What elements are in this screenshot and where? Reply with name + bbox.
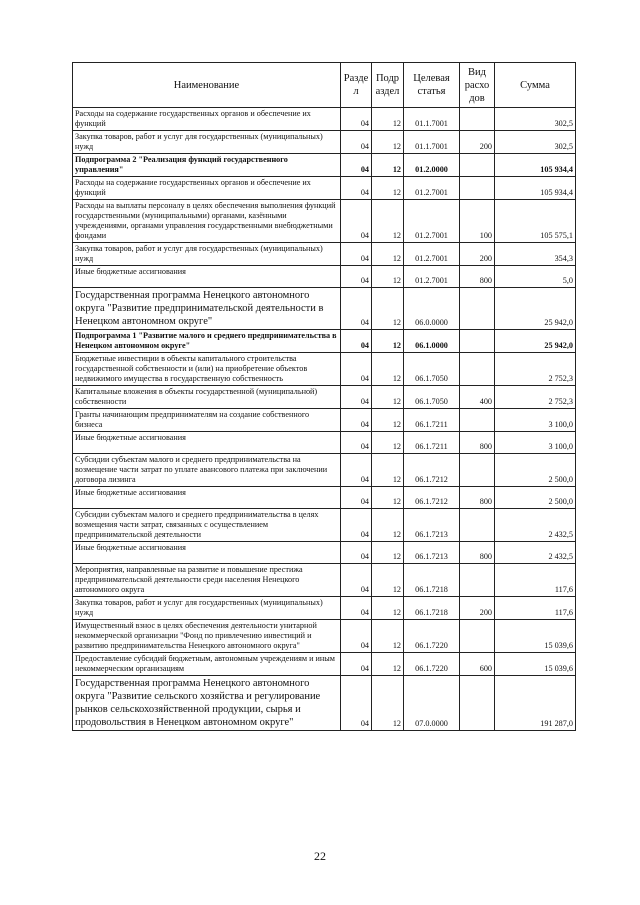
cell-vid: 100 — [460, 200, 495, 243]
cell-name: Закупка товаров, работ и услуг для государственных (муниципальных) нужд — [73, 131, 341, 154]
cell-name: Подпрограмма 2 "Реализация функций государственного управления" — [73, 154, 341, 177]
header-vid: Вид расхо дов — [460, 63, 495, 108]
budget-table — [72, 62, 576, 731]
cell-razdel: 04 — [341, 266, 372, 288]
cell-razdel: 04 — [341, 676, 372, 731]
header-razdel: Разде л — [341, 63, 372, 108]
cell-summa: 2 500,0 — [495, 487, 576, 509]
cell-summa: 3 100,0 — [495, 409, 576, 432]
cell-summa: 354,3 — [495, 243, 576, 266]
cell-razdel: 04 — [341, 386, 372, 409]
cell-podrazdel: 12 — [372, 620, 404, 653]
table-row — [73, 454, 576, 487]
cell-podrazdel: 12 — [372, 266, 404, 288]
cell-name: Закупка товаров, работ и услуг для государственных (муниципальных) нужд — [73, 597, 341, 620]
cell-vid — [460, 620, 495, 653]
table-row — [73, 432, 576, 454]
table-row — [73, 108, 576, 131]
cell-vid — [460, 108, 495, 131]
cell-name: Иные бюджетные ассигнования — [73, 266, 341, 288]
cell-razdel: 04 — [341, 432, 372, 454]
cell-name: Предоставление субсидий бюджетным, автономным учреждениям и иным некоммерческим организациям — [73, 653, 341, 676]
cell-celevaya: 01.2.7001 — [404, 266, 460, 288]
cell-podrazdel: 12 — [372, 243, 404, 266]
table-row — [73, 131, 576, 154]
table-row — [73, 564, 576, 597]
cell-vid: 800 — [460, 432, 495, 454]
table-row — [73, 154, 576, 177]
cell-podrazdel: 12 — [372, 108, 404, 131]
cell-summa: 2 500,0 — [495, 454, 576, 487]
cell-razdel: 04 — [341, 542, 372, 564]
table-row — [73, 330, 576, 353]
cell-name: Расходы на выплаты персоналу в целях обеспечения выполнения функций государственными (муниципальными) органами, казёнными учреждениями, органами управления государственными внебюджетными фондами — [73, 200, 341, 243]
table-row — [73, 386, 576, 409]
cell-celevaya: 01.2.0000 — [404, 154, 460, 177]
cell-podrazdel: 12 — [372, 386, 404, 409]
cell-summa: 5,0 — [495, 266, 576, 288]
cell-celevaya: 06.1.7211 — [404, 409, 460, 432]
cell-name: Капитальные вложения в объекты государственной (муниципальной) собственности — [73, 386, 341, 409]
cell-summa: 302,5 — [495, 108, 576, 131]
cell-razdel: 04 — [341, 288, 372, 330]
cell-celevaya: 01.2.7001 — [404, 200, 460, 243]
cell-celevaya: 06.1.7050 — [404, 386, 460, 409]
cell-vid: 800 — [460, 266, 495, 288]
header-celevaya: Целевая статья — [404, 63, 460, 108]
cell-summa: 25 942,0 — [495, 288, 576, 330]
cell-podrazdel: 12 — [372, 288, 404, 330]
cell-podrazdel: 12 — [372, 487, 404, 509]
cell-vid: 200 — [460, 131, 495, 154]
cell-razdel: 04 — [341, 653, 372, 676]
cell-summa: 2 432,5 — [495, 509, 576, 542]
cell-podrazdel: 12 — [372, 676, 404, 731]
cell-summa: 191 287,0 — [495, 676, 576, 731]
cell-summa: 302,5 — [495, 131, 576, 154]
cell-celevaya: 06.1.7220 — [404, 620, 460, 653]
cell-celevaya: 06.1.7211 — [404, 432, 460, 454]
cell-podrazdel: 12 — [372, 200, 404, 243]
cell-razdel: 04 — [341, 454, 372, 487]
cell-razdel: 04 — [341, 353, 372, 386]
cell-vid: 200 — [460, 243, 495, 266]
cell-razdel: 04 — [341, 131, 372, 154]
cell-celevaya: 01.1.7001 — [404, 108, 460, 131]
cell-vid — [460, 676, 495, 731]
cell-name: Бюджетные инвестиции в объекты капитального строительства государственной собственности и (или) на приобретение объектов недвижимого имущества в государственную собственность — [73, 353, 341, 386]
cell-razdel: 04 — [341, 620, 372, 653]
cell-name: Подпрограмма 1 "Развитие малого и среднего предпринимательства в Ненецком автономном округе" — [73, 330, 341, 353]
cell-celevaya: 01.2.7001 — [404, 243, 460, 266]
cell-podrazdel: 12 — [372, 131, 404, 154]
page-number: 22 — [314, 849, 326, 863]
cell-celevaya: 06.0.0000 — [404, 288, 460, 330]
cell-summa: 2 752,3 — [495, 386, 576, 409]
cell-celevaya: 06.1.7213 — [404, 542, 460, 564]
cell-summa: 15 039,6 — [495, 620, 576, 653]
cell-razdel: 04 — [341, 243, 372, 266]
cell-summa: 3 100,0 — [495, 432, 576, 454]
cell-vid — [460, 177, 495, 200]
cell-vid: 400 — [460, 386, 495, 409]
table-row — [73, 409, 576, 432]
cell-podrazdel: 12 — [372, 597, 404, 620]
table-row — [73, 243, 576, 266]
cell-celevaya: 07.0.0000 — [404, 676, 460, 731]
header-summa: Сумма — [495, 63, 576, 108]
cell-celevaya: 01.2.7001 — [404, 177, 460, 200]
cell-name: Субсидии субъектам малого и среднего предпринимательства на возмещение части затрат по уплате авансового платежа при заключении договора лизинга — [73, 454, 341, 487]
cell-celevaya: 06.1.7212 — [404, 454, 460, 487]
cell-vid: 600 — [460, 653, 495, 676]
table-row — [73, 177, 576, 200]
table-row — [73, 200, 576, 243]
cell-razdel: 04 — [341, 177, 372, 200]
cell-podrazdel: 12 — [372, 542, 404, 564]
cell-vid — [460, 154, 495, 177]
cell-name: Государственная программа Ненецкого автономного округа "Развитие предпринимательской деятельности в Ненецком автономном округе" — [73, 288, 341, 330]
cell-vid — [460, 509, 495, 542]
cell-razdel: 04 — [341, 509, 372, 542]
table-row — [73, 542, 576, 564]
cell-podrazdel: 12 — [372, 653, 404, 676]
cell-vid — [460, 564, 495, 597]
cell-podrazdel: 12 — [372, 177, 404, 200]
cell-name: Государственная программа Ненецкого автономного округа "Развитие сельского хозяйства и регулирование рынков сельскохозяйственной продукции, сырья и продовольствия в Ненецком автономном округе" — [73, 676, 341, 731]
cell-podrazdel: 12 — [372, 432, 404, 454]
cell-podrazdel: 12 — [372, 330, 404, 353]
cell-podrazdel: 12 — [372, 409, 404, 432]
cell-name: Мероприятия, направленные на развитие и повышение престижа предпринимательской деятельности среди населения Ненецкого автономного округа — [73, 564, 341, 597]
cell-summa: 117,6 — [495, 597, 576, 620]
cell-razdel: 04 — [341, 564, 372, 597]
cell-celevaya: 06.1.7212 — [404, 487, 460, 509]
cell-celevaya: 06.1.7213 — [404, 509, 460, 542]
cell-vid — [460, 330, 495, 353]
cell-vid — [460, 454, 495, 487]
table-header — [73, 63, 576, 108]
table-body — [73, 108, 576, 731]
cell-razdel: 04 — [341, 487, 372, 509]
cell-celevaya: 01.1.7001 — [404, 131, 460, 154]
cell-razdel: 04 — [341, 200, 372, 243]
cell-razdel: 04 — [341, 108, 372, 131]
cell-celevaya: 06.1.7050 — [404, 353, 460, 386]
cell-summa: 15 039,6 — [495, 653, 576, 676]
header-row — [73, 63, 576, 108]
header-podrazdel: Подр аздел — [372, 63, 404, 108]
cell-name: Расходы на содержание государственных органов и обеспечение их функций — [73, 177, 341, 200]
cell-summa: 2 432,5 — [495, 542, 576, 564]
cell-podrazdel: 12 — [372, 454, 404, 487]
cell-summa: 117,6 — [495, 564, 576, 597]
table-row — [73, 653, 576, 676]
cell-name: Иные бюджетные ассигнования — [73, 542, 341, 564]
cell-podrazdel: 12 — [372, 564, 404, 597]
cell-vid — [460, 288, 495, 330]
cell-summa: 2 752,3 — [495, 353, 576, 386]
cell-razdel: 04 — [341, 409, 372, 432]
cell-podrazdel: 12 — [372, 154, 404, 177]
cell-vid — [460, 353, 495, 386]
cell-name: Иные бюджетные ассигнования — [73, 487, 341, 509]
table-row — [73, 620, 576, 653]
cell-podrazdel: 12 — [372, 509, 404, 542]
cell-name: Гранты начинающим предпринимателям на создание собственного бизнеса — [73, 409, 341, 432]
cell-summa: 105 934,4 — [495, 177, 576, 200]
cell-razdel: 04 — [341, 330, 372, 353]
header-name: Наименование — [73, 63, 341, 108]
cell-celevaya: 06.1.7218 — [404, 597, 460, 620]
cell-podrazdel: 12 — [372, 353, 404, 386]
cell-vid — [460, 409, 495, 432]
table-row — [73, 288, 576, 330]
cell-vid: 800 — [460, 542, 495, 564]
table-row — [73, 676, 576, 731]
cell-vid: 800 — [460, 487, 495, 509]
table-row — [73, 266, 576, 288]
table-row — [73, 487, 576, 509]
cell-summa: 105 934,4 — [495, 154, 576, 177]
cell-celevaya: 06.1.7220 — [404, 653, 460, 676]
cell-razdel: 04 — [341, 597, 372, 620]
cell-vid: 200 — [460, 597, 495, 620]
cell-name: Субсидии субъектам малого и среднего предпринимательства в целях возмещения части затрат, связанных с осуществлением предпринимательской деятельности — [73, 509, 341, 542]
cell-celevaya: 06.1.7218 — [404, 564, 460, 597]
cell-name: Расходы на содержание государственных органов и обеспечение их функций — [73, 108, 341, 131]
cell-name: Имущественный взнос в целях обеспечения деятельности унитарной некоммерческой организации "Фонд по привлечению инвестиций и развитию предпринимательства Ненецкого автономного округа" — [73, 620, 341, 653]
table-row — [73, 597, 576, 620]
cell-celevaya: 06.1.0000 — [404, 330, 460, 353]
cell-name: Иные бюджетные ассигнования — [73, 432, 341, 454]
cell-summa: 25 942,0 — [495, 330, 576, 353]
table-row — [73, 509, 576, 542]
cell-summa: 105 575,1 — [495, 200, 576, 243]
cell-razdel: 04 — [341, 154, 372, 177]
cell-name: Закупка товаров, работ и услуг для государственных (муниципальных) нужд — [73, 243, 341, 266]
table-row — [73, 353, 576, 386]
